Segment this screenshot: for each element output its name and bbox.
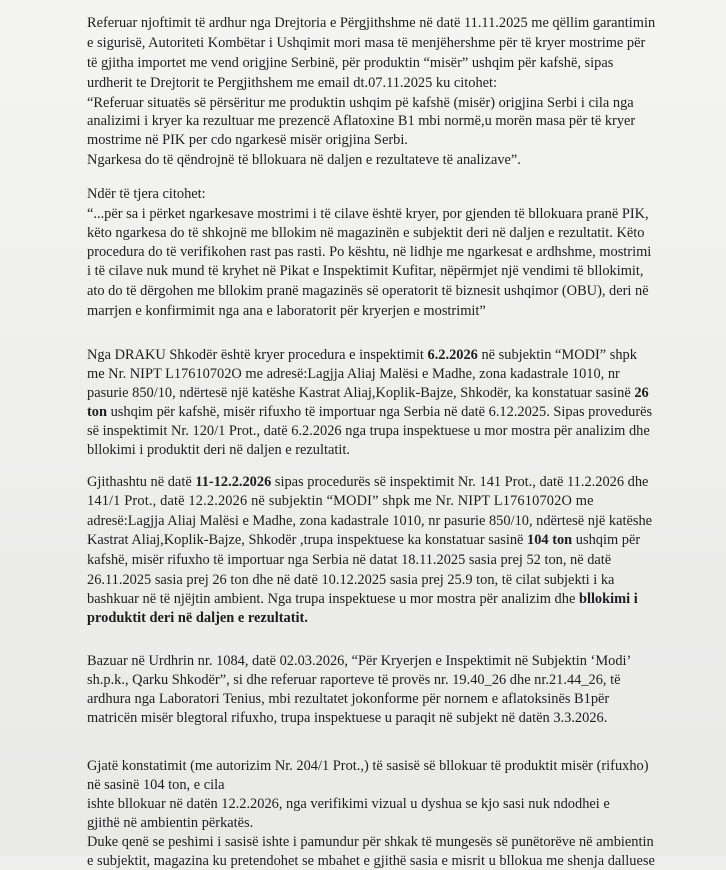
quote-line: Ngarkesa do të qëndrojnë të bllokuara në daljen e rezultateve të analizave”.	[87, 152, 521, 168]
text-line: së inspektimit Nr. 120/1 Prot., datë 6.2.2026 nga trupa inspektuese u mor mostra për analizim dhe	[87, 423, 650, 439]
text-line: të gjitha importet me vend origjine Serbinë, për produktin “misër” ushqim për kafshë, sipas	[87, 55, 614, 71]
text-line	[87, 473, 648, 491]
text-segment: Gjithashtu në datë	[87, 474, 196, 490]
text-line	[87, 384, 649, 402]
text-line: kafshë, misër rifuxho të importuar nga Serbia në datat 18.11.2025 sasia prej 52 ton, në datë	[87, 552, 612, 568]
quantity-unit: ton	[87, 404, 107, 420]
quote-line: i të cilave nuk mund të kryhet në Pikat e Inspektimit Kufitar, nëpërmjet një vendimi të bllokimit,	[87, 263, 644, 279]
text-segment: pasurie 850/10, ndërtesë një katëshe Kastrat Aliaj,Koplik-Bajze, Shkodër, ka konstatuar sasinë	[87, 385, 635, 401]
text-line	[87, 590, 638, 608]
text-line: ardhura nga Laboratori Tenius, mbi rezultatet jokonforme për nornem e aflatoksinës B1për	[87, 691, 610, 707]
quote-line: “Referuar situatës së përsëritur me produktin ushqim pë kafshë (misër) origjina Serbi i cila nga	[87, 95, 634, 111]
quote-line: “...për sa i përket ngarkesave mostrimi i të cilave është kryer, por gjenden të bllokuara pranë PIK,	[87, 206, 649, 222]
quote-line: marrjen e konfirmimit nga ana e laboratorit për kryerjen e mostrimit”	[87, 303, 486, 319]
text-line	[87, 346, 637, 364]
text-line: Bazuar në Urdhrin nr. 1084, datë 02.03.2026, “Për Kryerjen e Inspektimit në Subjektin ‘Modi’	[87, 653, 632, 669]
text-line: adresë:Lagjja Aliaj Malësi e Madhe, zona kadastrale 1010, nr pasurie 850/10, ndërtesë një katëshe	[87, 513, 653, 529]
text-line: urdherit te Drejtorit te Pergjithshem me email dt.07.11.2025 ku citohet:	[87, 75, 498, 91]
text-segment: ushqim për	[572, 532, 641, 548]
text-line	[87, 403, 652, 421]
text-line: matricën misër blegtoral rifuxho, trupa inspektuese u paraqit në subjekt në datën 3.3.2026.	[87, 710, 608, 726]
text-segment: në subjektin “MODI” shpk	[477, 347, 637, 363]
inspection-date: 11-12.2.2026	[195, 474, 272, 490]
emphasis-text: bllokimi i	[578, 591, 638, 607]
quote-line: ato do të dërgohen me bllokim pranë magazinës së operatorit të biznesit ushqimor (OBU), deri në	[87, 283, 649, 299]
text-segment: sipas procedurës së inspektimit Nr. 141 Prot., datë 11.2.2026 dhe	[271, 474, 649, 490]
quantity-value: 104 ton	[527, 532, 573, 548]
text-line	[87, 531, 640, 549]
quote-line: procedura do të verifikohen rast pas rasti. Po kështu, në lidhje me ngarkesat e ardhshme, mostrimi	[87, 244, 652, 260]
text-line: ishte bllokuar në datën 12.2.2026, nga verifikimi vizual u dyshua se kjo sasi nuk ndodhei e	[87, 796, 610, 812]
text-line: me Nr. NIPT L17610702O me adresë:Lagjja Aliaj Malësi e Madhe, zona kadastrale 1010, nr	[87, 366, 620, 382]
text-line: sh.p.k., Qarku Shkodër”, si dhe referuar raporteve të provës nr. 19.40_26 dhe nr.21.44_26, të	[87, 672, 621, 688]
text-segment: ushqim për kafshë, misër rifuxho të importuar nga Serbia në datë 6.12.2025. Sipas provedurës	[107, 404, 653, 420]
text-line: Referuar njoftimit të ardhur nga Drejtoria e Përgjithshme në datë 11.11.2025 me qëllim garantimin	[87, 15, 656, 31]
text-line: 26.11.2025 sasia prej 26 ton dhe në datë 10.12.2025 sasia prej 25.9 ton, të cilat subjekti i ka	[87, 572, 615, 588]
text-line: në sasinë 104 ton, e cila	[87, 777, 225, 793]
inspection-date: 6.2.2026	[427, 347, 478, 363]
quote-line: mostrime në PIK per cdo ngarkesë misër origjina Serbi.	[87, 132, 408, 148]
quote-line: analizimi i kryer ka rezultuar me prezencë Aflatoxine B1 mbi normë,u morën masa për të kryer	[87, 113, 636, 129]
text-line: Duke qenë se peshimi i sasisë ishte i pamundur për shkak të mungesës së punëtorëve në ambientin	[87, 834, 654, 850]
text-line: 141/1 Prot., datë 12.2.2026 në subjektin “MODI” shpk me Nr. NIPT L17610702O me	[87, 493, 594, 509]
text-line: gjithë në ambientin përkatës.	[87, 815, 254, 831]
text-line: Gjatë konstatimit (me autorizim Nr. 204/1 Prot.,) të sasisë së bllokuar të produktit misër (rifuxho)	[87, 758, 649, 774]
emphasis-line: produktit deri në daljen e rezultatit.	[87, 610, 308, 626]
text-segment: Kastrat Aliaj,Koplik-Bajze, Shkodër ,trupa inspektuese ka konstatuar sasinë	[87, 532, 528, 548]
text-segment: Nga DRAKU Shkodër është kryer procedura e inspektimit	[87, 347, 428, 363]
text-line: Ndër të tjera citohet:	[87, 186, 206, 202]
quote-line: këto ngarkesa do të shkojnë me bllokim në magazinën e subjektit deri në daljen e rezultatit. Këto	[87, 225, 645, 241]
text-line: e sigurisë, Autoriteti Kombëtar i Ushqimit mori masa të menjëhershme për të kryer mostrime për	[87, 35, 646, 51]
text-line: e subjektit, magazina ku pretendohet se mbahet e gjithë sasia e misrit u bllokua me shenja dalluese	[87, 853, 655, 869]
quantity-value: 26	[634, 385, 649, 401]
text-line: bllokimi i produktit deri në daljen e rezultatit.	[87, 442, 350, 458]
text-segment: bashkuar në të njëjtin ambient. Nga trupa inspektuese u mor mostra për analizim dhe	[87, 591, 579, 607]
